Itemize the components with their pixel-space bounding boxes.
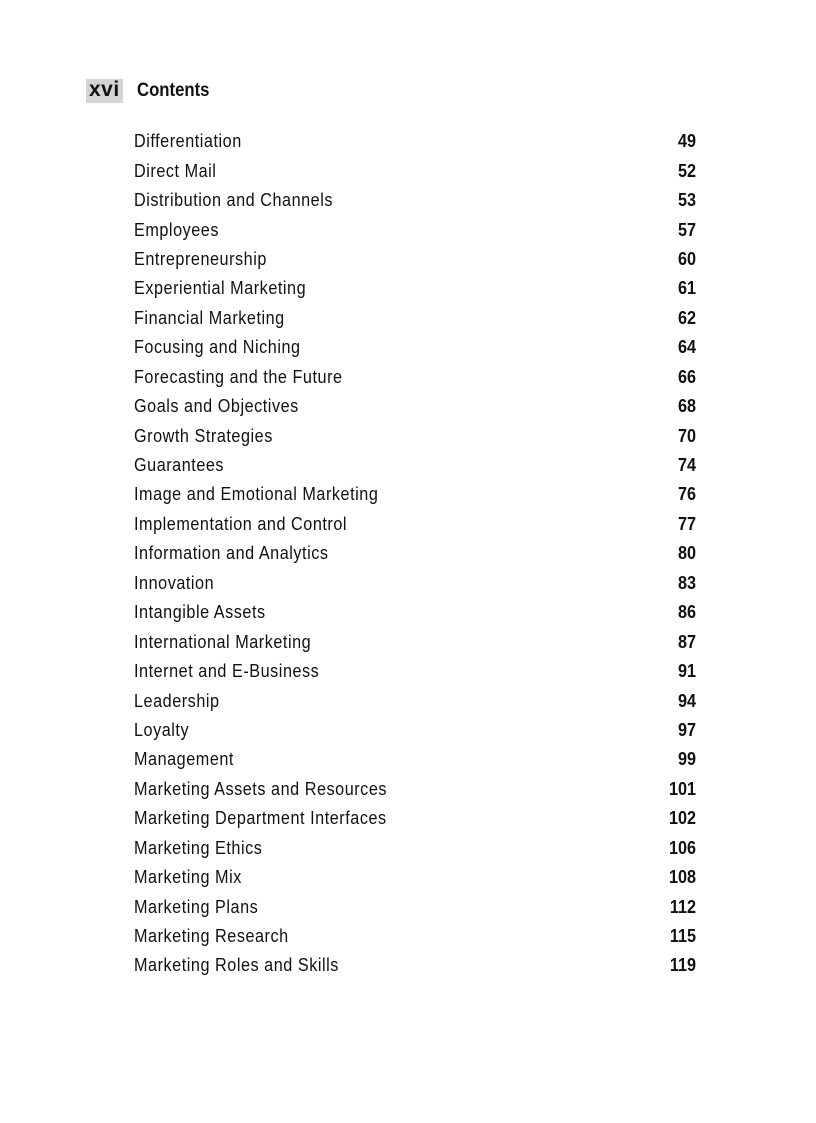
toc-entry-page-number: 119 (669, 955, 696, 976)
toc-entry (134, 892, 696, 921)
toc-entry-title: Entrepreneurship (134, 248, 267, 269)
toc-entry-title: International Marketing (134, 631, 312, 652)
toc-entry-title: Leadership (134, 690, 220, 711)
toc-entry-page-number: 61 (677, 278, 696, 299)
toc-entry-title: Marketing Research (134, 926, 289, 947)
toc-entry-page-number: 76 (677, 484, 696, 505)
toc-entry-title: Innovation (134, 572, 215, 593)
toc-entry (134, 598, 696, 627)
toc-entry (134, 363, 696, 392)
toc-entry-title: Marketing Roles and Skills (134, 955, 339, 976)
toc-entry (134, 127, 696, 156)
toc-entry (134, 392, 696, 421)
toc-entry-title: Marketing Assets and Resources (134, 778, 388, 799)
toc-entry (134, 421, 696, 450)
toc-entry-page-number: 97 (677, 719, 696, 740)
toc-entry-page-number: 52 (677, 160, 696, 181)
toc-entry-page-number: 66 (677, 366, 696, 387)
toc-entry-title: Management (134, 749, 234, 770)
toc-entry-title: Internet and E-Business (134, 661, 320, 682)
toc-entry-page-number: 64 (677, 337, 696, 358)
toc-entry-title: Intangible Assets (134, 602, 266, 623)
toc-entry-title: Information and Analytics (134, 543, 329, 564)
toc-entry-page-number: 99 (677, 749, 696, 770)
toc-entry (134, 922, 696, 951)
toc-entry-title: Distribution and Channels (134, 190, 334, 211)
toc-entry (134, 745, 696, 774)
toc-entry-title: Employees (134, 219, 220, 240)
toc-entry-title: Marketing Department Interfaces (134, 808, 387, 829)
toc-entry-title: Guarantees (134, 455, 225, 476)
toc-entry (134, 480, 696, 509)
toc-entry-page-number: 86 (677, 602, 696, 623)
toc-entry-title: Loyalty (134, 719, 190, 740)
toc-entry (134, 510, 696, 539)
toc-entry-title: Focusing and Niching (134, 337, 301, 358)
toc-entry-page-number: 49 (677, 131, 696, 152)
toc-entry (134, 686, 696, 715)
toc-entry-page-number: 106 (668, 837, 696, 858)
toc-entry-page-number: 83 (677, 572, 696, 593)
toc-entry-page-number: 101 (668, 778, 696, 799)
toc-entry-page-number: 87 (677, 631, 696, 652)
table-of-contents (134, 127, 696, 981)
toc-entry-title: Marketing Plans (134, 896, 259, 917)
toc-entry-page-number: 53 (677, 190, 696, 211)
toc-entry-title: Forecasting and the Future (134, 366, 343, 387)
toc-entry-title: Differentiation (134, 131, 242, 152)
toc-entry-title: Image and Emotional Marketing (134, 484, 379, 505)
toc-entry-title: Marketing Mix (134, 867, 242, 888)
toc-entry (134, 775, 696, 804)
toc-entry-title: Marketing Ethics (134, 837, 263, 858)
toc-entry-page-number: 91 (677, 661, 696, 682)
toc-entry (134, 539, 696, 568)
running-title: Contents (136, 80, 210, 101)
toc-entry (134, 804, 696, 833)
toc-entry-title: Goals and Objectives (134, 396, 299, 417)
toc-entry (134, 156, 696, 185)
toc-entry-title: Implementation and Control (134, 513, 348, 534)
toc-entry (134, 951, 696, 980)
toc-entry (134, 657, 696, 686)
toc-entry-page-number: 74 (677, 455, 696, 476)
toc-entry (134, 627, 696, 656)
toc-entry (134, 304, 696, 333)
toc-entry (134, 716, 696, 745)
toc-entry-page-number: 60 (677, 248, 696, 269)
toc-entry (134, 569, 696, 598)
page-header (86, 78, 219, 104)
toc-entry-page-number: 57 (677, 219, 696, 240)
toc-entry (134, 245, 696, 274)
toc-entry (134, 215, 696, 244)
toc-entry-title: Direct Mail (134, 160, 217, 181)
toc-entry (134, 834, 696, 863)
page-number: xvi (86, 79, 123, 103)
toc-entry-title: Financial Marketing (134, 307, 285, 328)
toc-entry-page-number: 80 (677, 543, 696, 564)
toc-entry-page-number: 112 (669, 896, 696, 917)
toc-entry (134, 333, 696, 362)
toc-entry-page-number: 62 (677, 307, 696, 328)
toc-entry (134, 274, 696, 303)
toc-entry (134, 863, 696, 892)
toc-entry-page-number: 68 (677, 396, 696, 417)
toc-entry-page-number: 70 (677, 425, 696, 446)
toc-entry (134, 451, 696, 480)
toc-entry-page-number: 115 (669, 926, 696, 947)
toc-entry-title: Experiential Marketing (134, 278, 307, 299)
toc-entry-page-number: 77 (677, 513, 696, 534)
toc-entry-title: Growth Strategies (134, 425, 273, 446)
toc-entry-page-number: 102 (668, 808, 696, 829)
toc-entry (134, 186, 696, 215)
toc-entry-page-number: 108 (668, 867, 696, 888)
toc-entry-page-number: 94 (677, 690, 696, 711)
